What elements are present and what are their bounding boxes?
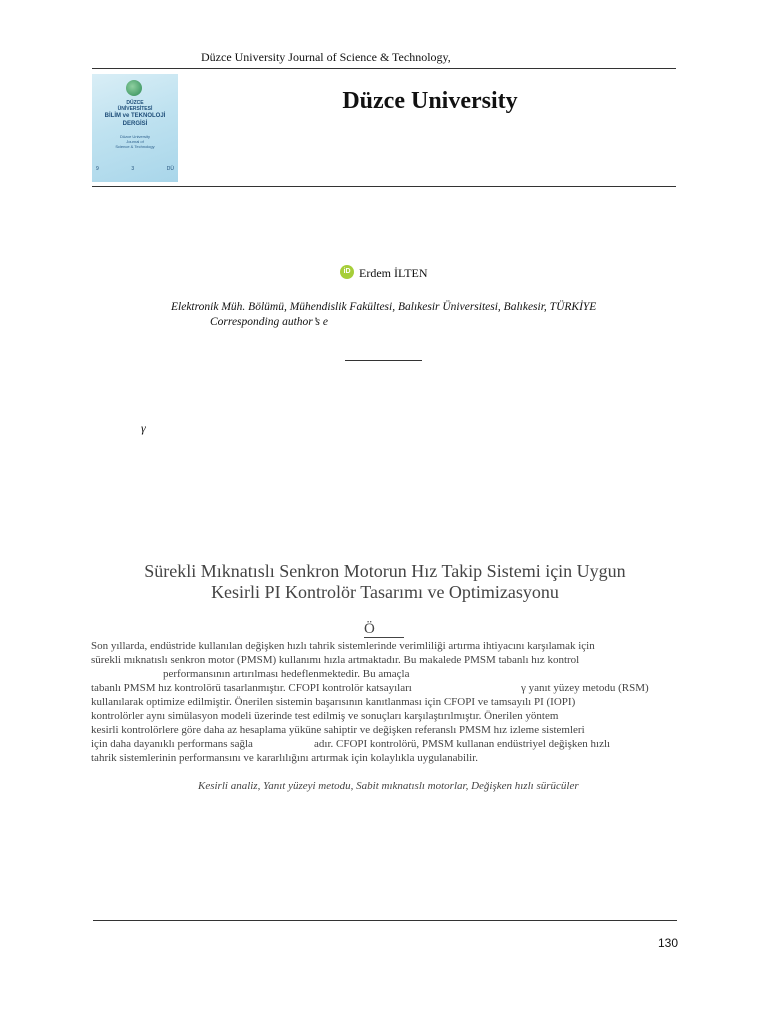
abstract-line: tahrik sistemlerinin performansını ve kararlılığını artırmak için kolaylıkla uygulanabilir. xyxy=(91,752,479,764)
abstract-line: tabanlı PMSM hız kontrolörü tasarlanmıştır. CFOPI kontrolör katsayıları xyxy=(91,682,412,694)
abstract-line: adır. CFOPI kontrolörü, PMSM kullanan endüstriyel değişken hızlı xyxy=(314,738,611,750)
abstract-line: kullanılarak optimize edilmiştir. Önerilen sistemin başarısının kanıtlanması için CFOPI ve tamsayılı PI (IOPI) xyxy=(91,696,576,708)
abstract-line: performansının artırılması hedeflenmektedir. Bu amaçla xyxy=(163,668,410,680)
oz-underline xyxy=(364,637,404,638)
journal-logo-icon xyxy=(126,80,142,96)
keywords: Kesirli analiz, Yanıt yüzeyi metodu, Sabit mıknatıslı motorlar, Değişken hızlı sürücüler xyxy=(198,780,579,792)
page-number: 130 xyxy=(657,936,678,950)
university-title: Düzce University xyxy=(342,88,518,114)
abstract-line: γ yanıt yüzey metodu (RSM) xyxy=(521,682,649,694)
cover-title: BİLİM ve TEKNOLOJİ DERGİSİ xyxy=(104,113,166,127)
header-top-rule xyxy=(92,68,676,69)
journal-cover-image xyxy=(92,74,178,182)
short-divider xyxy=(345,360,422,361)
header-bottom-rule xyxy=(92,186,676,187)
cover-footer: 9 3 DÜ xyxy=(96,166,174,172)
journal-name: Düzce University Journal of Science & Technology, xyxy=(201,50,451,64)
oz-heading: Ö xyxy=(364,621,375,637)
abstract-line: kesirli kontrolörlere göre daha az hesaplama yüküne sahiptir ve değişken referanslı PMSM hız izleme sistemleri xyxy=(91,724,585,736)
orcid-icon[interactable]: iD xyxy=(340,265,354,279)
author-name: Erdem İLTEN xyxy=(359,266,428,280)
abstract-line: sürekli mıknatıslı senkron motor (PMSM) kullanımı hızla artmaktadır. Bu makalede PMSM tabanlı hız kontrol xyxy=(91,654,580,666)
cover-subtitle: Düzce University Journal of Science & Technology xyxy=(115,134,155,149)
footer-rule xyxy=(93,920,677,921)
abstract-line: Son yıllarda, endüstride kullanılan değişken hızlı tahrik sistemlerinde verimliliği artırma ihtiyacını karşılamak için xyxy=(91,640,595,652)
corresponding-author: Corresponding author’s e xyxy=(210,316,328,328)
author-affiliation: Elektronik Müh. Bölümü, Mühendislik Fakültesi, Balıkesir Üniversitesi, Balıkesir, TÜRKİYE xyxy=(171,301,597,313)
turkish-title: Sürekli Mıknatıslı Senkron Motorun Hız Takip Sistemi için Uygun Kesirli PI Kontrolör Tasarımı ve Optimizasyonu xyxy=(144,561,626,602)
gamma-symbol: γ xyxy=(141,421,146,435)
cover-text: DÜZCE ÜNİVERSİTESİ xyxy=(117,100,153,112)
abstract-line: için daha dayanıklı performans sağla xyxy=(91,738,253,750)
abstract-line: kontrolörler aynı simülasyon modeli üzerinde test edilmiş ve sonuçları karşılaştırılmıştır. Önerilen yöntem xyxy=(91,710,559,722)
